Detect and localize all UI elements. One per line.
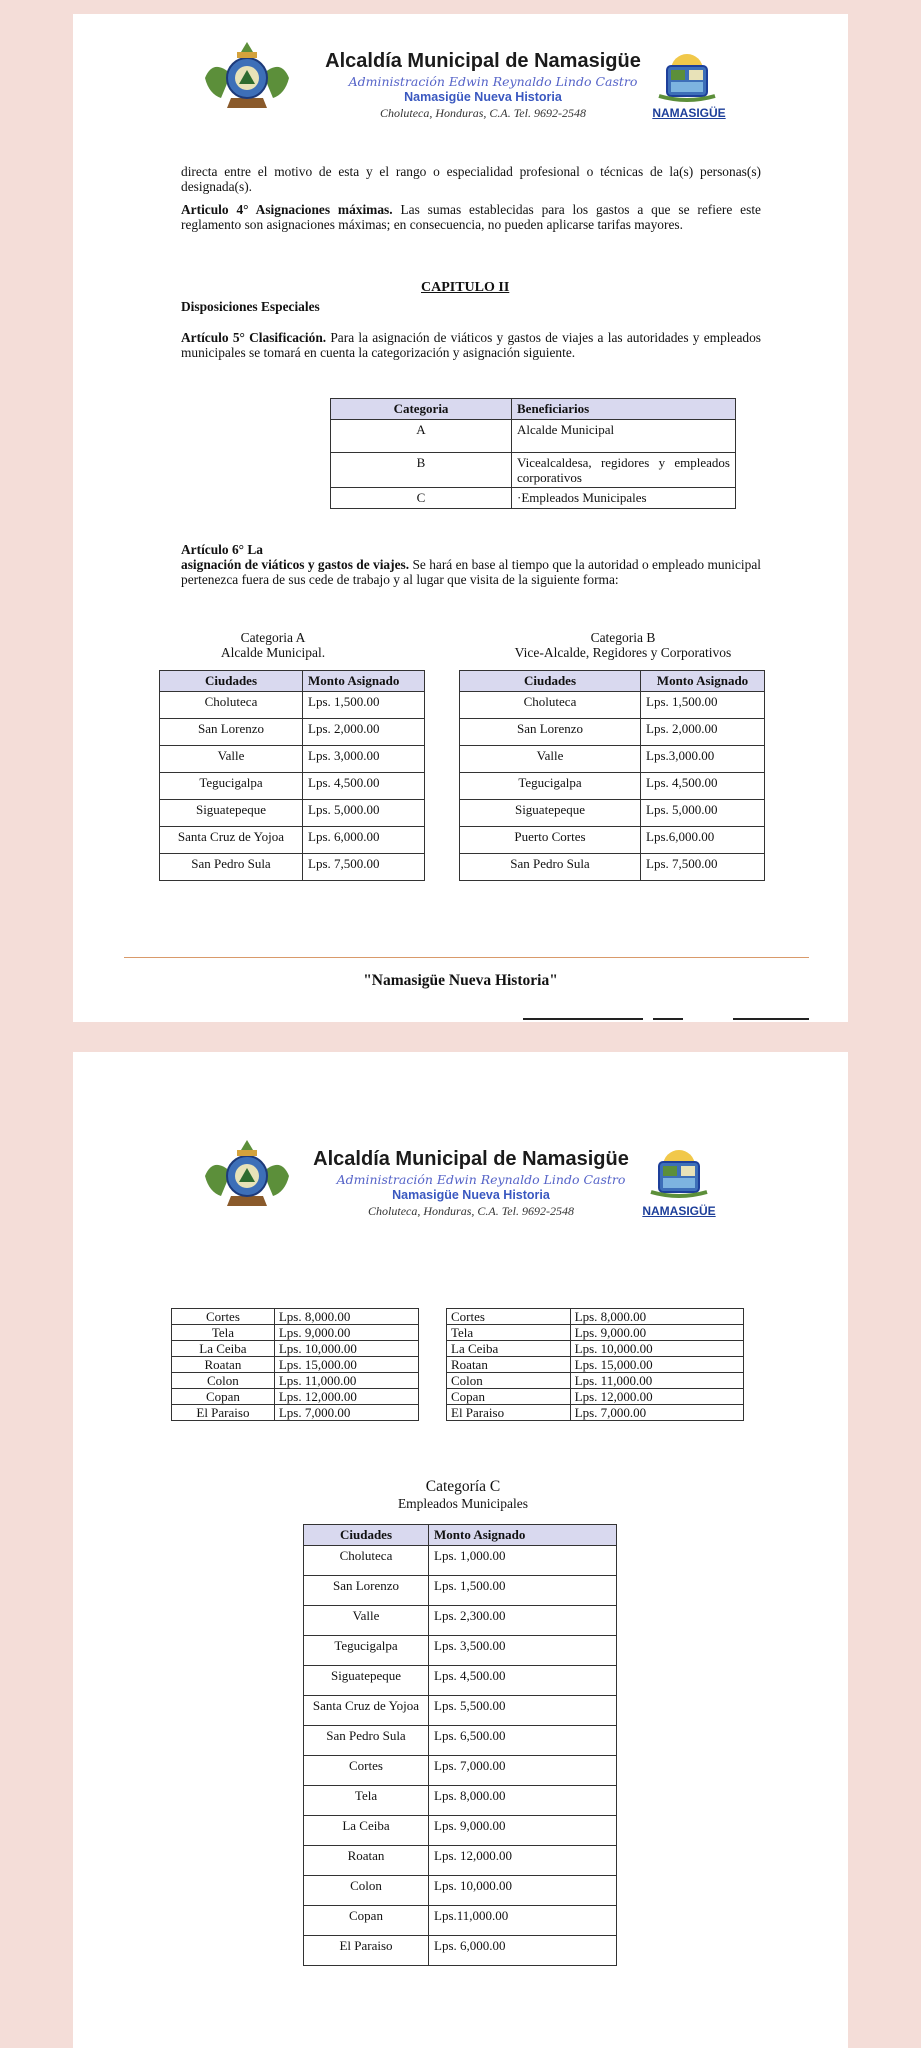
table-row [447, 1325, 744, 1341]
category-c-caption [313, 1478, 613, 1512]
table-row [304, 1726, 617, 1756]
category-c-subtitle: Empleados Municipales [397, 1496, 529, 1511]
footer-slogan: "Namasigüe Nueva Historia" [363, 972, 558, 989]
amount-cell: Lps. 15,000.00 [570, 1357, 743, 1373]
table-row [460, 854, 765, 881]
city-cell: Roatan [172, 1357, 275, 1373]
table-row [172, 1325, 419, 1341]
table-row [447, 1357, 744, 1373]
city-cell: San Pedro Sula [460, 854, 641, 881]
table-row [304, 1846, 617, 1876]
amount-cell: Lps. 9,000.00 [274, 1325, 418, 1341]
table-row [460, 746, 765, 773]
table-row [304, 1636, 617, 1666]
amount-cell: Lps. 1,500.00 [429, 1576, 617, 1606]
table-header-row [160, 671, 425, 692]
article-6-text: Se hará en base al tiempo que la autoridad o empleado municipal pertenezca fuera de sus cede de trabajo y al lugar que visita de la siguiente forma: [181, 557, 761, 587]
table-row [172, 1373, 419, 1389]
column-header: Monto Asignado [429, 1525, 617, 1546]
table-row [304, 1576, 617, 1606]
scan-artifact-bar [733, 1018, 809, 1020]
section-heading: Disposiciones Especiales [181, 299, 320, 314]
city-cell: Copan [447, 1389, 571, 1405]
city-cell: Tegucigalpa [160, 773, 303, 800]
table-row [304, 1816, 617, 1846]
city-cell: Siguatepeque [160, 800, 303, 827]
table-row [172, 1341, 419, 1357]
table-row [447, 1341, 744, 1357]
category-b-table [459, 670, 765, 881]
intro-paragraph: directa entre el motivo de esta y el rango o especialidad profesional o técnicas de la(s) personas(s) designada(s). [181, 164, 761, 194]
city-cell: San Lorenzo [160, 719, 303, 746]
table-row [172, 1405, 419, 1421]
category-a-caption [163, 630, 383, 660]
category-b-caption [473, 630, 773, 660]
amount-cell: Lps. 3,500.00 [429, 1636, 617, 1666]
category-a-table [159, 670, 425, 881]
category-a-subtitle: Alcalde Municipal. [220, 645, 326, 660]
classification-table [330, 398, 736, 509]
article-6-paragraph [181, 557, 761, 587]
table-row [304, 1546, 617, 1576]
city-cell: Siguatepeque [304, 1666, 429, 1696]
amount-cell: Lps. 9,000.00 [570, 1325, 743, 1341]
amount-cell: Lps. 15,000.00 [274, 1357, 418, 1373]
amount-cell: Lps.6,000.00 [641, 827, 765, 854]
table-row [304, 1936, 617, 1966]
table-row [304, 1906, 617, 1936]
amount-cell: Lps. 4,500.00 [429, 1666, 617, 1696]
column-header: Ciudades [304, 1525, 429, 1546]
amount-cell: Lps. 12,000.00 [429, 1846, 617, 1876]
article-5-title: Artículo 5° Clasificación. [181, 330, 327, 345]
city-cell: Santa Cruz de Yojoa [304, 1696, 429, 1726]
amount-cell: Lps. 10,000.00 [429, 1876, 617, 1906]
letterhead-slogan: Namasigüe Nueva Historia [392, 1188, 550, 1202]
table-row [460, 692, 765, 719]
table-row [304, 1666, 617, 1696]
table-row [160, 827, 425, 854]
column-header: Monto Asignado [641, 671, 765, 692]
article-6-title-b: asignación de viáticos y gastos de viajes. [181, 557, 410, 572]
table-header-row [331, 399, 736, 420]
city-cell: Valle [304, 1606, 429, 1636]
letterhead-address: Choluteca, Honduras, C.A. Tel. 9692-2548 [380, 106, 586, 120]
table-row [172, 1309, 419, 1325]
table-row [172, 1389, 419, 1405]
amount-cell: Lps. 4,500.00 [641, 773, 765, 800]
table-row [304, 1696, 617, 1726]
letterhead-slogan: Namasigüe Nueva Historia [404, 90, 562, 104]
table-row [331, 420, 736, 453]
amount-cell: Lps. 3,000.00 [303, 746, 425, 773]
amount-cell: Lps. 11,000.00 [570, 1373, 743, 1389]
amount-cell: Lps. 2,000.00 [303, 719, 425, 746]
category-cell: A [331, 420, 512, 453]
city-cell: Siguatepeque [460, 800, 641, 827]
city-cell: Valle [160, 746, 303, 773]
letterhead-title: Alcaldía Municipal de Namasigüe [313, 1148, 629, 1170]
city-cell: El Paraiso [447, 1405, 571, 1421]
amount-cell: Lps. 6,000.00 [429, 1936, 617, 1966]
city-cell: El Paraiso [304, 1936, 429, 1966]
city-cell: Colon [172, 1373, 275, 1389]
category-a-table-continued [171, 1308, 419, 1421]
table-row [331, 453, 736, 488]
logo-label: NAMASIGÜE [642, 1204, 716, 1218]
amount-cell: Lps. 2,300.00 [429, 1606, 617, 1636]
amount-cell: Lps. 11,000.00 [274, 1373, 418, 1389]
footer-divider [124, 957, 809, 958]
city-cell: El Paraiso [172, 1405, 275, 1421]
amount-cell: Lps. 8,000.00 [570, 1309, 743, 1325]
amount-cell: Lps. 5,000.00 [641, 800, 765, 827]
amount-cell: Lps. 2,000.00 [641, 719, 765, 746]
beneficiary-cell: Alcalde Municipal [512, 420, 736, 453]
namasigue-municipal-logo-icon [641, 50, 733, 110]
amount-cell: Lps. 12,000.00 [274, 1389, 418, 1405]
city-cell: Tegucigalpa [304, 1636, 429, 1666]
amount-cell: Lps. 12,000.00 [570, 1389, 743, 1405]
table-row [304, 1606, 617, 1636]
table-row [160, 746, 425, 773]
amount-cell: Lps. 1,000.00 [429, 1546, 617, 1576]
amount-cell: Lps. 5,000.00 [303, 800, 425, 827]
city-cell: La Ceiba [447, 1341, 571, 1357]
letterhead [73, 14, 848, 120]
city-cell: San Pedro Sula [304, 1726, 429, 1756]
city-cell: Valle [460, 746, 641, 773]
table-row [331, 488, 736, 509]
category-cell: C [331, 488, 512, 509]
article-5-text: Para la asignación de viáticos y gastos de viajes a las autoridades y empleados municipales se tomará en cuenta la categorización y asignación siguiente. [181, 330, 761, 360]
table-row [160, 692, 425, 719]
document-page-1 [73, 14, 848, 1022]
table-row [447, 1373, 744, 1389]
amount-cell: Lps. 8,000.00 [429, 1786, 617, 1816]
city-cell: Roatan [447, 1357, 571, 1373]
city-cell: Copan [172, 1389, 275, 1405]
column-header: Ciudades [160, 671, 303, 692]
amount-cell: Lps. 7,500.00 [303, 854, 425, 881]
table-row [460, 719, 765, 746]
city-cell: San Lorenzo [460, 719, 641, 746]
document-page-2 [73, 1052, 848, 2048]
city-cell: La Ceiba [304, 1816, 429, 1846]
amount-cell: Lps. 7,000.00 [570, 1405, 743, 1421]
city-cell: Cortes [447, 1309, 571, 1325]
letterhead-title: Alcaldía Municipal de Namasigüe [325, 50, 641, 72]
category-cell: B [331, 453, 512, 488]
city-cell: Cortes [304, 1756, 429, 1786]
city-cell: Tela [304, 1786, 429, 1816]
article-4-title: Articulo 4° Asignaciones máximas. [181, 202, 393, 217]
article-4-paragraph [181, 202, 761, 232]
city-cell: Choluteca [304, 1546, 429, 1576]
amount-cell: Lps. 7,500.00 [641, 854, 765, 881]
amount-cell: Lps. 8,000.00 [274, 1309, 418, 1325]
city-cell: San Pedro Sula [160, 854, 303, 881]
city-cell: Tegucigalpa [460, 773, 641, 800]
article-5-paragraph [181, 330, 761, 360]
scan-artifact-bar [523, 1018, 643, 1020]
table-row [160, 719, 425, 746]
city-cell: Tela [447, 1325, 571, 1341]
amount-cell: Lps.3,000.00 [641, 746, 765, 773]
chapter-heading: CAPITULO II [421, 280, 510, 295]
amount-cell: Lps. 4,500.00 [303, 773, 425, 800]
table-row [460, 800, 765, 827]
amount-cell: Lps. 1,500.00 [641, 692, 765, 719]
amount-cell: Lps. 7,000.00 [429, 1756, 617, 1786]
table-row [447, 1405, 744, 1421]
letterhead-administration: Administración Edwin Reynaldo Lindo Castro [348, 74, 638, 89]
amount-cell: Lps.11,000.00 [429, 1906, 617, 1936]
city-cell: La Ceiba [172, 1341, 275, 1357]
city-cell: Puerto Cortes [460, 827, 641, 854]
category-c-title: Categoría C [425, 1478, 501, 1495]
amount-cell: Lps. 9,000.00 [429, 1816, 617, 1846]
table-row [447, 1309, 744, 1325]
logo-label: NAMASIGÜE [652, 106, 726, 120]
table-row [160, 800, 425, 827]
letterhead [73, 1112, 848, 1218]
amount-cell: Lps. 10,000.00 [274, 1341, 418, 1357]
city-cell: Choluteca [160, 692, 303, 719]
article-4-text: Las sumas establecidas para los gastos a que se refiere este reglamento son asignaciones máximas; en consecuencia, no pueden aplicarse tarifas mayores. [181, 202, 762, 232]
namasigue-municipal-logo-icon [633, 1146, 725, 1206]
city-cell: Roatan [304, 1846, 429, 1876]
city-cell: Colon [304, 1876, 429, 1906]
table-row [304, 1786, 617, 1816]
table-row [460, 827, 765, 854]
beneficiary-cell: ·Empleados Municipales [512, 488, 736, 509]
table-row [304, 1756, 617, 1786]
table-row [172, 1357, 419, 1373]
table-row [460, 773, 765, 800]
amount-cell: Lps. 5,500.00 [429, 1696, 617, 1726]
amount-cell: Lps. 6,000.00 [303, 827, 425, 854]
city-cell: Choluteca [460, 692, 641, 719]
letterhead-address: Choluteca, Honduras, C.A. Tel. 9692-2548 [368, 1204, 574, 1218]
table-header-row [304, 1525, 617, 1546]
column-header: Monto Asignado [303, 671, 425, 692]
table-row [304, 1876, 617, 1906]
column-header: Categoria [331, 399, 512, 420]
table-row [160, 854, 425, 881]
city-cell: Santa Cruz de Yojoa [160, 827, 303, 854]
amount-cell: Lps. 7,000.00 [274, 1405, 418, 1421]
table-header-row [460, 671, 765, 692]
scan-artifact-bar [653, 1018, 683, 1020]
category-b-title: Categoria B [590, 630, 656, 645]
article-6-title-a: Artículo 6° La [181, 542, 263, 557]
table-row [160, 773, 425, 800]
category-a-title: Categoria A [240, 630, 306, 645]
amount-cell: Lps. 10,000.00 [570, 1341, 743, 1357]
amount-cell: Lps. 6,500.00 [429, 1726, 617, 1756]
column-header: Beneficiarios [512, 399, 736, 420]
letterhead-administration: Administración Edwin Reynaldo Lindo Castro [336, 1172, 626, 1187]
category-b-table-continued [446, 1308, 744, 1421]
category-c-table [303, 1524, 617, 1966]
column-header: Ciudades [460, 671, 641, 692]
city-cell: Colon [447, 1373, 571, 1389]
city-cell: Tela [172, 1325, 275, 1341]
category-b-subtitle: Vice-Alcalde, Regidores y Corporativos [514, 645, 732, 660]
city-cell: Copan [304, 1906, 429, 1936]
city-cell: San Lorenzo [304, 1576, 429, 1606]
table-row [447, 1389, 744, 1405]
city-cell: Cortes [172, 1309, 275, 1325]
amount-cell: Lps. 1,500.00 [303, 692, 425, 719]
beneficiary-cell: Vicealcaldesa, regidores y empleados corporativos [512, 453, 736, 488]
